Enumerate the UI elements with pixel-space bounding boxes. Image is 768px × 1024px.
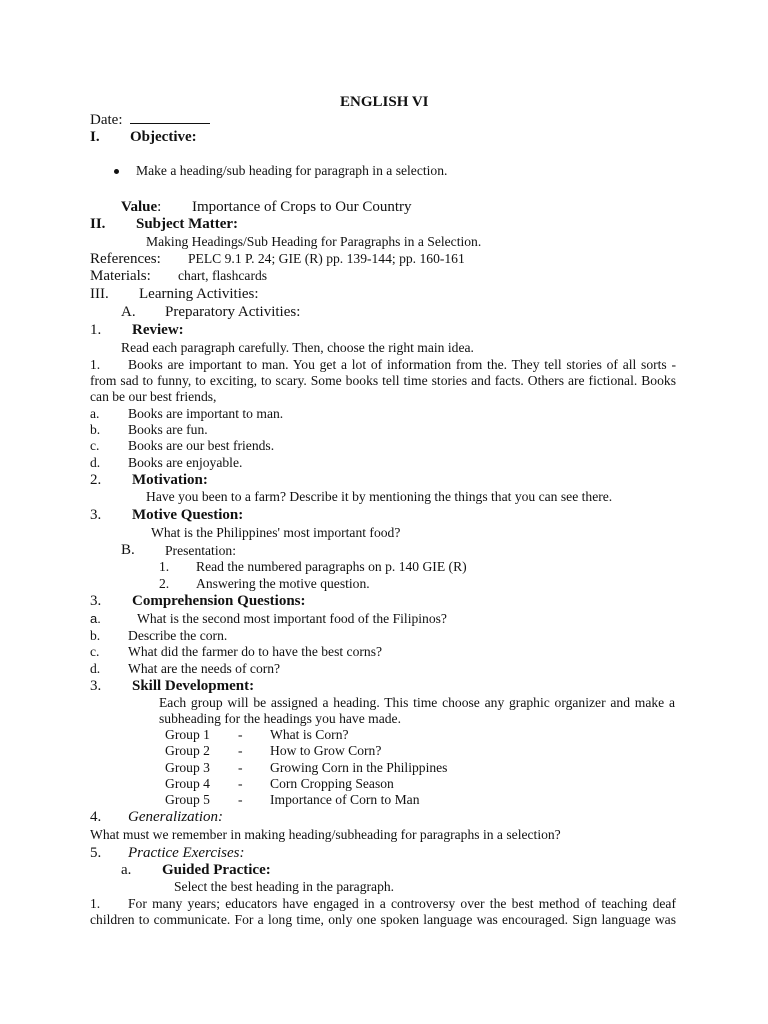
motivation-number: 2. [90, 472, 102, 488]
review-heading: Review: [132, 322, 184, 338]
value-colon: : [157, 199, 162, 215]
value-label: Value [121, 199, 158, 215]
section-1-heading: Objective: [130, 129, 197, 145]
group-topic: Importance of Corn to Man [270, 792, 420, 807]
comprehension-text: Describe the corn. [128, 628, 228, 643]
part-a-heading: Preparatory Activities: [165, 304, 301, 320]
presentation-item-text: Answering the motive question. [196, 576, 370, 591]
part-a-letter: A. [121, 304, 136, 320]
guided-letter: a. [121, 862, 132, 878]
motive-question-text: What is the Philippines' most important food? [151, 525, 401, 540]
group-name: Group 1 [165, 727, 210, 742]
section-1-number: I. [90, 129, 100, 145]
group-topic: Corn Cropping Season [270, 776, 394, 791]
section-2-number: II. [90, 216, 106, 232]
comprehension-text: What are the needs of corn? [128, 661, 281, 676]
subject-matter-text: Making Headings/Sub Heading for Paragraphs in a Selection. [146, 234, 482, 249]
guided-paragraph-line: For many years; educators have engaged in a controversy over the best method of teaching deaf [128, 896, 676, 911]
comprehension-letter: d. [90, 661, 101, 676]
group-dash: - [238, 792, 243, 807]
practice-heading: Practice Exercises: [128, 845, 245, 861]
materials-label: Materials: [90, 268, 151, 284]
skill-instruction-line: subheading for the headings you have made. [159, 711, 401, 726]
choice-text: Books are enjoyable. [128, 455, 243, 470]
group-topic: How to Grow Corn? [270, 743, 382, 758]
generalization-number: 4. [90, 809, 102, 825]
group-name: Group 4 [165, 776, 210, 791]
motivation-heading: Motivation: [132, 472, 208, 488]
generalization-heading: Generalization: [128, 809, 223, 825]
guided-heading: Guided Practice: [162, 862, 271, 878]
group-dash: - [238, 776, 243, 791]
presentation-item-number: 2. [159, 576, 170, 591]
skill-heading: Skill Development: [132, 678, 255, 694]
value-text: Importance of Crops to Our Country [192, 199, 412, 215]
review-number: 1. [90, 322, 102, 338]
group-name: Group 5 [165, 792, 210, 807]
comprehension-text: What is the second most important food of the Filipinos? [137, 611, 447, 626]
review-paragraph-number: 1. [90, 357, 101, 372]
part-b-letter: B. [121, 542, 135, 558]
choice-letter: b. [90, 422, 101, 437]
comprehension-letter: c. [90, 644, 100, 659]
review-paragraph-line: from sad to funny, to exciting, to scary. Some books tell time stories and facts. Others are fictional. Books [90, 373, 676, 388]
group-topic: Growing Corn in the Philippines [270, 760, 448, 775]
choice-letter: d. [90, 455, 101, 470]
presentation-item-text: Read the numbered paragraphs on p. 140 GIE (R) [196, 559, 467, 574]
section-3-heading: Learning Activities: [139, 286, 259, 302]
review-paragraph-line: Books are important to man. You get a lot of information from the. They tell stories of all sorts - [128, 357, 676, 372]
date-label: Date: [90, 112, 123, 128]
review-paragraph-line: can be our best friends, [90, 389, 217, 404]
comprehension-heading: Comprehension Questions: [132, 593, 306, 609]
generalization-text: What must we remember in making heading/subheading for paragraphs in a selection? [90, 827, 561, 842]
guided-instruction: Select the best heading in the paragraph. [174, 879, 395, 894]
part-b-heading: Presentation: [165, 543, 236, 558]
motivation-text: Have you been to a farm? Describe it by mentioning the things that you can see there. [146, 489, 613, 504]
motive-question-heading: Motive Question: [132, 507, 244, 523]
choice-text: Books are fun. [128, 422, 208, 437]
materials-text: chart, flashcards [178, 268, 268, 283]
date-blank-line [130, 111, 210, 124]
practice-number: 5. [90, 845, 102, 861]
section-2-heading: Subject Matter: [136, 216, 239, 232]
comprehension-text: What did the farmer do to have the best corns? [128, 644, 383, 659]
bullet-icon [114, 169, 119, 174]
group-topic: What is Corn? [270, 727, 349, 742]
choice-letter: a. [90, 406, 100, 421]
comprehension-letter: a. [90, 611, 101, 626]
choice-text: Books are our best friends. [128, 438, 275, 453]
choice-text: Books are important to man. [128, 406, 284, 421]
page-title: ENGLISH VI [340, 94, 429, 110]
references-label: References: [90, 251, 161, 267]
group-dash: - [238, 760, 243, 775]
choice-letter: c. [90, 438, 100, 453]
value-line [121, 199, 161, 215]
date-field [90, 111, 210, 128]
group-name: Group 2 [165, 743, 210, 758]
group-dash: - [238, 743, 243, 758]
group-dash: - [238, 727, 243, 742]
skill-instruction-line: Each group will be assigned a heading. This time choose any graphic organizer and make a [159, 695, 675, 710]
guided-paragraph-number: 1. [90, 896, 101, 911]
comprehension-number: 3. [90, 593, 102, 609]
review-instruction: Read each paragraph carefully. Then, choose the right main idea. [121, 340, 474, 355]
presentation-item-number: 1. [159, 559, 170, 574]
guided-paragraph-line: children to communicate. For a long time, only one spoken language was encouraged. Sign language was [90, 912, 676, 927]
references-text: PELC 9.1 P. 24; GIE (R) pp. 139-144; pp. 160-161 [188, 251, 465, 266]
section-3-number: III. [90, 286, 109, 302]
skill-number: 3. [90, 678, 102, 694]
motive-question-number: 3. [90, 507, 102, 523]
group-name: Group 3 [165, 760, 210, 775]
objective-text: Make a heading/sub heading for paragraph in a selection. [136, 163, 448, 178]
comprehension-letter: b. [90, 628, 101, 643]
